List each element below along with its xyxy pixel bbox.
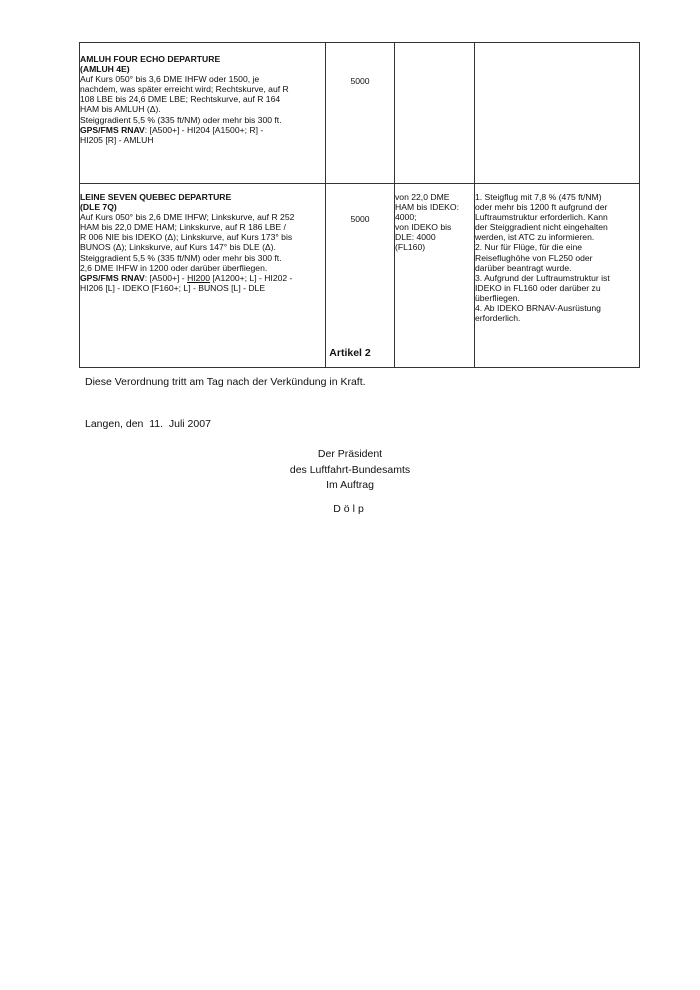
rnav-route-line	[80, 125, 325, 135]
description-line: Steiggradient 5,5 % (335 ft/NM) oder mehr bis 300 ft.	[80, 252, 282, 263]
rnav-label: GPS/FMS RNAV	[80, 272, 145, 283]
remark-line: oder mehr bis 1200 ft aufgrund der	[475, 202, 608, 213]
constraint-line: von 22,0 DME	[395, 192, 450, 202]
table-row	[80, 43, 640, 184]
remark-line: Luftraumstruktur erforderlich. Kann	[475, 212, 608, 223]
table-row	[80, 184, 640, 368]
article-text: Diese Verordnung tritt am Tag nach der Verkündung in Kraft.	[85, 376, 366, 388]
rnav-route-text: : [A500+] -	[144, 272, 188, 283]
constraint-line: von IDEKO bis	[395, 222, 452, 233]
altitude-value: 5000	[350, 76, 370, 86]
remark-line: Reiseflughöhe von FL250 oder	[475, 252, 593, 263]
constraint-cell	[395, 184, 475, 368]
article-heading: Artikel 2	[329, 347, 371, 359]
signature-authority: des Luftfahrt-Bundesamts	[289, 463, 411, 476]
rnav-route-text: [A1200+; L] - HI202 -	[210, 272, 293, 283]
description-line: nachdem, was später erreicht wird; Rechtskurve, auf R	[80, 84, 289, 95]
remark-line: 4. Ab IDEKO BRNAV-Ausrüstung	[475, 303, 601, 314]
procedure-title: AMLUH FOUR ECHO DEPARTURE	[80, 54, 221, 64]
description-line: HAM bis 22,0 DME HAM; Linkskurve, auf R 186 LBE /	[80, 222, 286, 233]
remark-line: 1. Steigflug mit 7,8 % (475 ft/NM)	[475, 192, 602, 202]
altitude-cell	[326, 184, 395, 368]
remark-line: erforderlich.	[475, 313, 521, 324]
description-line: BUNOS (Δ); Linkskurve, auf Kurs 147° bis DLE (Δ).	[80, 242, 276, 253]
rnav-route-line	[80, 273, 325, 283]
place-date: Langen, den 11. Juli 2007	[85, 418, 211, 430]
remark-line: darüber beantragt wurde.	[475, 262, 572, 273]
constraint-line: DLE: 4000	[395, 232, 436, 243]
constraint-line: 4000;	[395, 212, 417, 223]
remark-line: IDEKO in FL160 oder darüber zu	[475, 282, 601, 293]
rnav-route-text: : [A500+] - HI204 [A1500+; R] -	[144, 124, 264, 135]
signature-block	[0, 447, 700, 517]
remarks-cell	[475, 184, 640, 368]
constraint-cell	[395, 43, 475, 184]
altitude-value: 5000	[350, 214, 370, 224]
procedure-description-cell	[80, 43, 326, 184]
remark-line: 3. Aufgrund der Luftraumstruktur ist	[475, 272, 610, 283]
rnav-route-line: HI205 [R] - AMLUH	[80, 134, 154, 145]
remark-line: werden, ist ATC zu informieren.	[475, 232, 595, 243]
procedure-code: (AMLUH 4E)	[80, 64, 130, 75]
description-line: Auf Kurs 050° bis 3,6 DME IHFW oder 1500, je	[80, 74, 260, 85]
procedure-title: LEINE SEVEN QUEBEC DEPARTURE	[80, 192, 232, 202]
rnav-label: GPS/FMS RNAV	[80, 124, 145, 135]
departure-procedures-table	[79, 42, 640, 368]
description-line: 108 LBE bis 24,6 DME LBE; Rechtskurve, auf R 164	[80, 94, 281, 105]
remark-line: 2. Nur für Flüge, für die eine	[475, 242, 582, 253]
description-line: 2,6 DME IHFW in 1200 oder darüber überfliegen.	[80, 262, 268, 273]
rnav-waypoint-underlined: HI200	[187, 272, 210, 283]
constraint-line: HAM bis IDEKO:	[395, 202, 459, 213]
procedure-description-cell	[80, 184, 326, 368]
description-line: R 006 NIE bis IDEKO (Δ); Linkskurve, auf Kurs 173° bis	[80, 232, 293, 243]
rnav-route-line: HI206 [L] - IDEKO [F160+; L] - BUNOS [L] - DLE	[80, 282, 266, 293]
altitude-cell	[326, 43, 395, 184]
remark-line: der Steiggradient nicht eingehalten	[475, 222, 608, 233]
constraint-line: (FL160)	[395, 242, 426, 253]
remarks-cell	[475, 43, 640, 184]
description-line: HAM bis AMLUH (Δ).	[80, 104, 161, 115]
remark-line: überfliegen.	[475, 292, 520, 303]
description-line: Steiggradient 5,5 % (335 ft/NM) oder mehr bis 300 ft.	[80, 114, 282, 125]
signature-title: Der Präsident	[317, 448, 383, 460]
description-line: Auf Kurs 050° bis 2,6 DME IHFW; Linkskurve, auf R 252	[80, 212, 295, 223]
signer-name: Dölp	[333, 502, 367, 515]
signature-on-behalf: Im Auftrag	[326, 479, 374, 491]
procedure-code: (DLE 7Q)	[80, 202, 117, 213]
